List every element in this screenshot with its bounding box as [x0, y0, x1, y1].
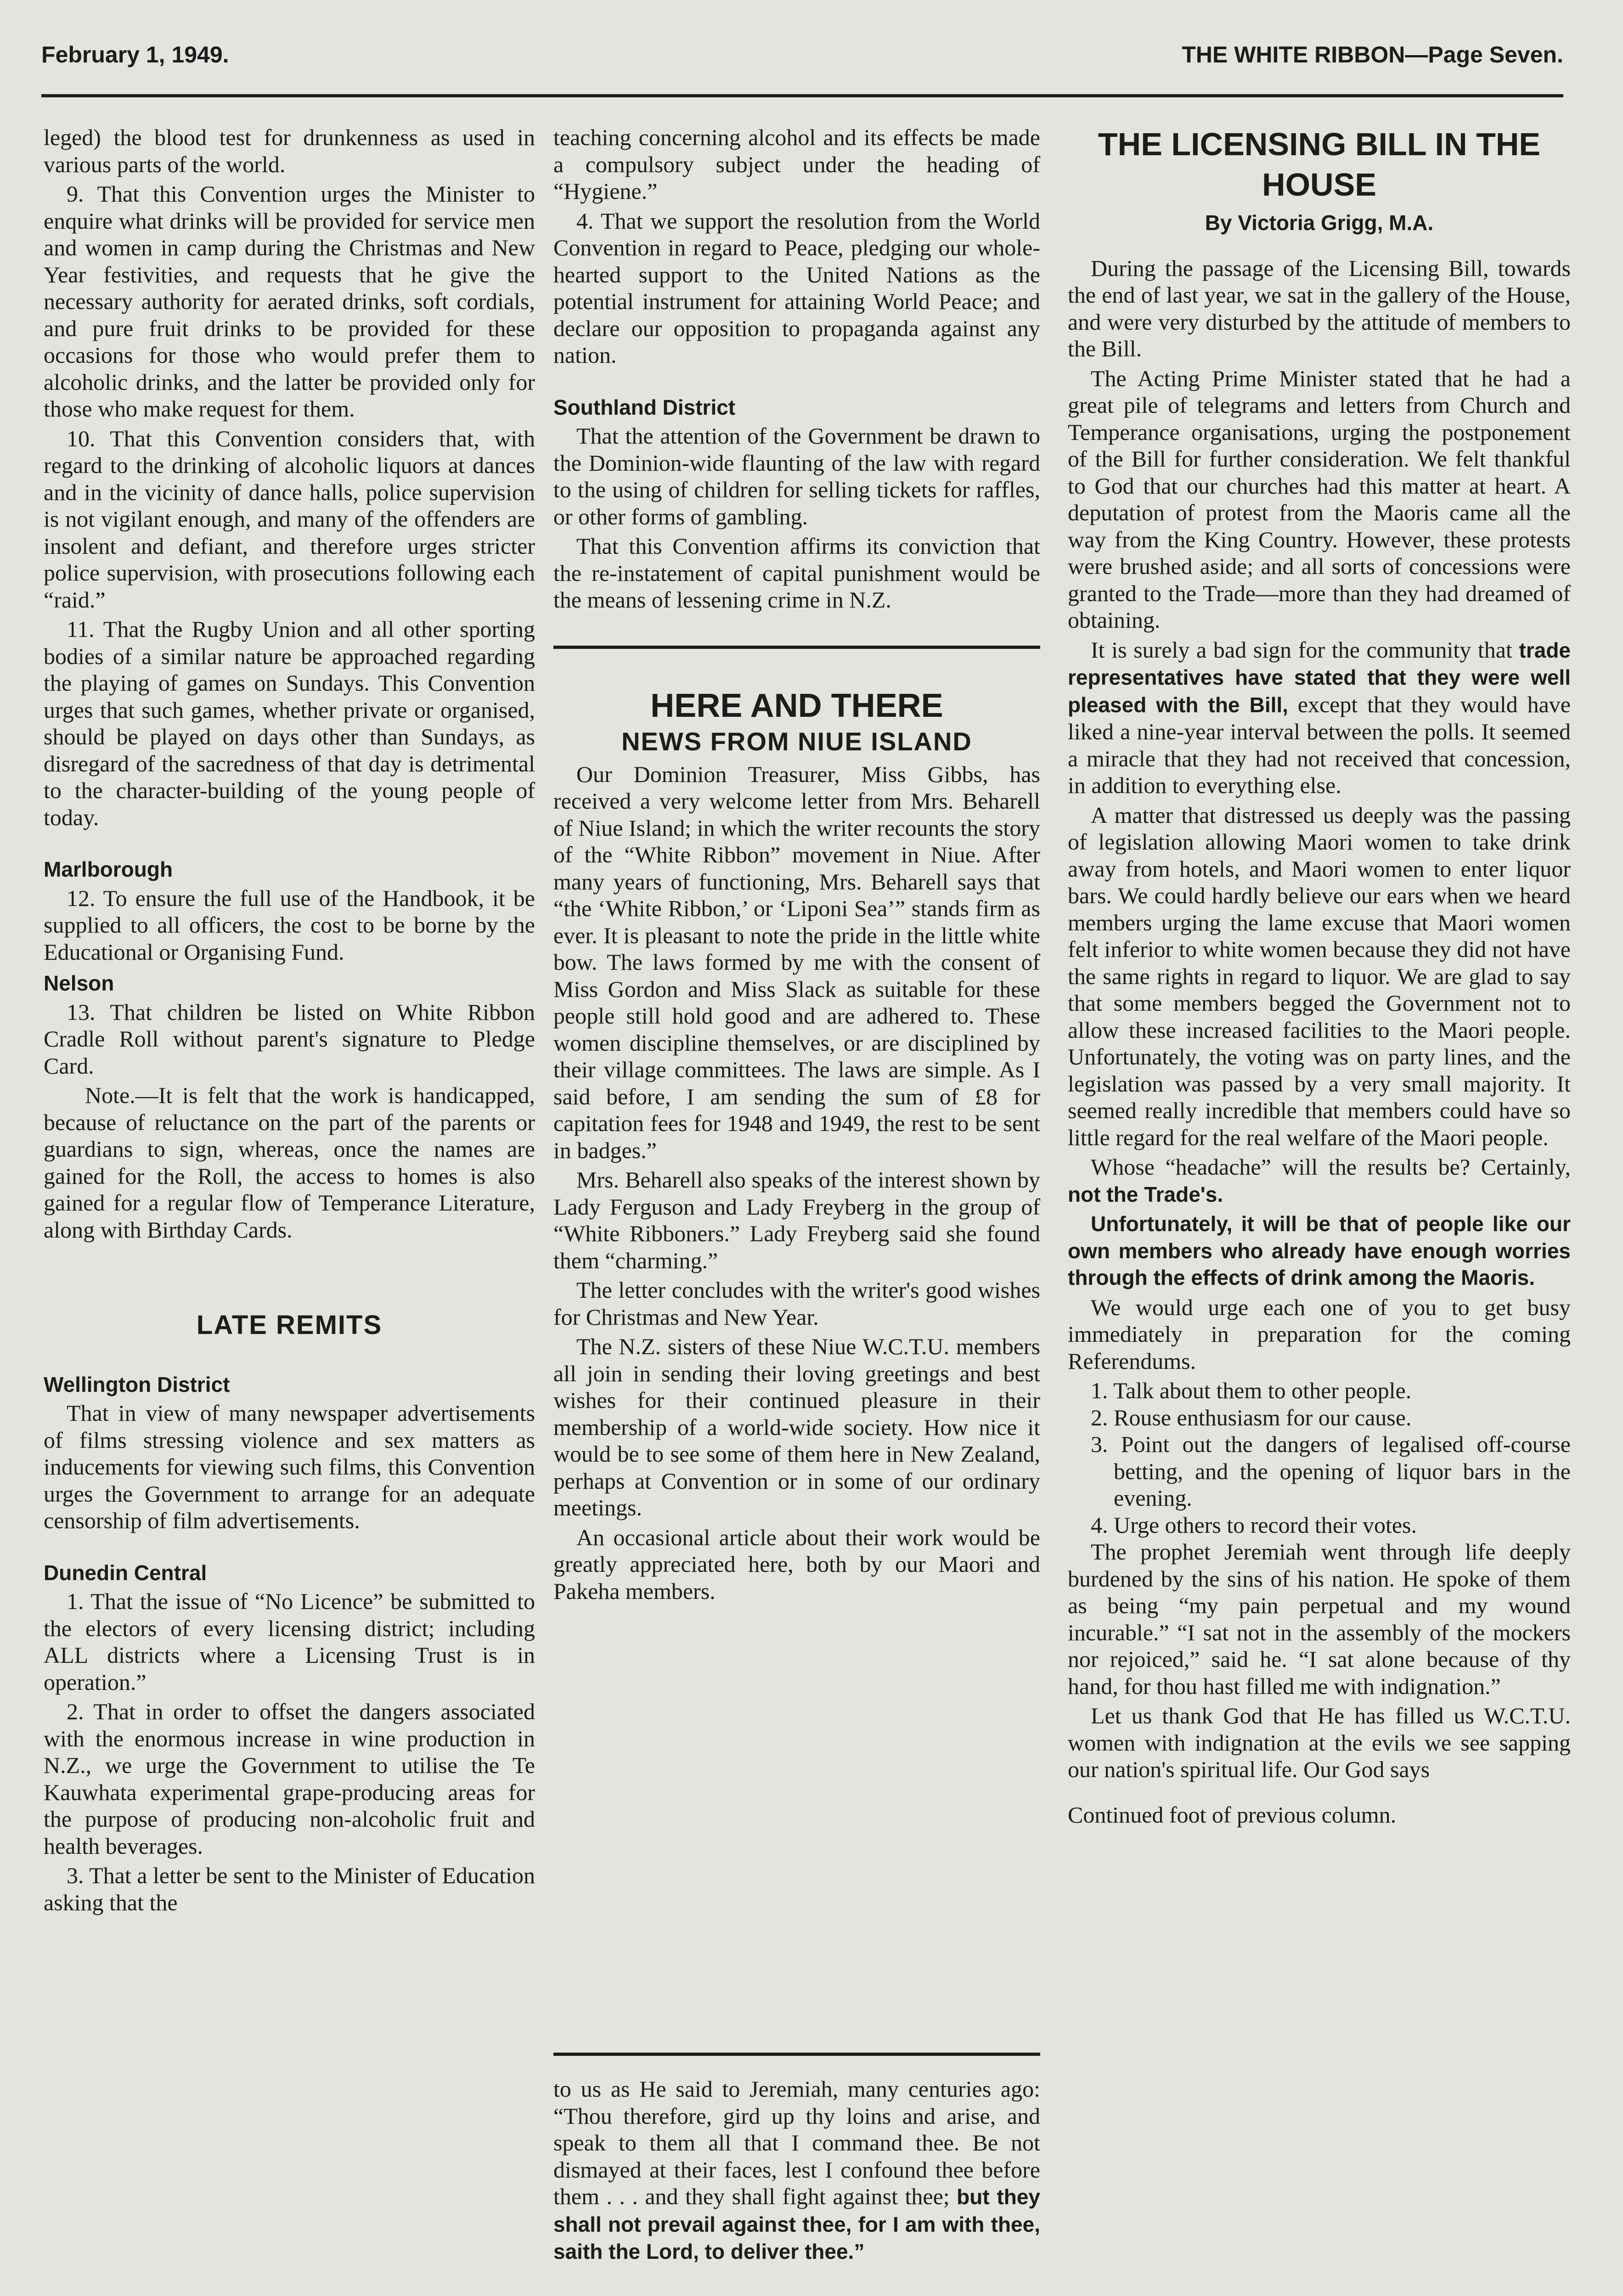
continuation-text: to us as He said to Jeremiah, many centuries ago: “Thou therefore, gird up thy loins and arise, and speak to them all that I command thee. Be not dismayed at their faces, lest I confound thee before them . . . and they shall fight against thee;	[553, 2076, 1040, 2209]
article-text: Whose “headache” will the results be? Certainly,	[1091, 1154, 1571, 1180]
note-paragraph: Note.—It is felt that the work is handicapped, because of reluctance on the part of the parents or guardians to sign, whereas, once the names are gained for the Roll, the access to homes is also gained for a regular flow of Temperance Literature, along with Birthday Cards.	[44, 1082, 535, 1243]
subheading-southland: Southland District	[553, 395, 736, 419]
list-item: 3. Point out the dangers of legalised off-course betting, and the opening of liquor bars in the evening.	[1091, 1431, 1571, 1511]
article-text: It is surely a bad sign for the community that	[1091, 636, 1519, 663]
remit-11: 11. That the Rugby Union and all other sporting bodies of a similar nature be approached regarding the playing of games on Sundays. This Convention urges that such games, whether private or organised, should be played on days other than Sundays, as disregard of the sacredness of that day is detrimental to the character-building of the young people of today.	[44, 616, 535, 830]
article-bold-text: trade representatives have stated that they were well pleased with the Bill,	[1068, 638, 1571, 717]
header-rule	[41, 94, 1563, 97]
running-title: THE WHITE RIBBON—Page Seven.	[1182, 42, 1563, 68]
article-title: THE LICENSING BILL IN THE HOUSE	[1098, 126, 1541, 203]
niue-paragraph-5: An occasional article about their work would be greatly appreciated here, both by our Maori and Pakeha members.	[553, 1524, 1040, 1604]
remit-13: 13. That children be listed on White Ribbon Cradle Roll without parent's signature to Pledge Card.	[44, 999, 535, 1079]
column-3	[1068, 124, 1571, 1831]
remit-southland-1: That the attention of the Government be drawn to the Dominion-wide flaunting of the law with regard to the using of children for selling tickets for raffles, or other forms of gambling.	[553, 423, 1040, 529]
continuation-divider	[553, 2053, 1040, 2056]
article-paragraph-7: We would urge each one of you to get busy immediately in preparation for the coming Referendums.	[1068, 1294, 1571, 1374]
article-paragraph-3	[1068, 636, 1571, 799]
remit-dunedin-1: 1. That the issue of “No Licence” be submitted to the electors of every licensing district; including ALL districts where a Licensing Trust is in operation.”	[44, 1588, 535, 1695]
remit-9: 9. That this Convention urges the Minister to enquire what drinks will be provided for service men and women in camp during the Christmas and New Year festivities, and requests that he give the necessary authority for aerated drinks, soft cordials, and pure fruit drinks to be provided for these occasions for those who would prefer them to alcoholic drinks, and the latter be provided only for those who make request for them.	[44, 181, 535, 422]
section-divider	[553, 646, 1040, 649]
article-text: except that they would have liked a nine-year interval between the polls. It seemed a miracle that they had not received that concession, in addition to everything else.	[1068, 691, 1571, 798]
remit-southland-2: That this Convention affirms its conviction that the re-instatement of capital punishment would be the means of lessening crime in N.Z.	[553, 533, 1040, 613]
issue-date: February 1, 1949.	[41, 42, 229, 68]
niue-paragraph-1: Our Dominion Treasurer, Miss Gibbs, has received a very welcome letter from Mrs. Beharell of Niue Island; in which the writer recounts the story of the “White Ribbon” movement in Niue. After many years of functioning, Mrs. Beharell says that “the ‘White Ribbon,’ or ‘Liponi Sea’” stands firm as ever. It is pleasant to note the pride in the little white bow. The laws formed by me with the consent of Miss Gordon and Miss Slack as suitable for these people still hold good and are adhered to. These women discipline themselves, or are disciplined by their village committees. The laws are simple. As I said before, I am sending the sum of £8 for capitation fees for 1948 and 1949, the rest to be sent in badges.”	[553, 761, 1040, 1163]
niue-paragraph-4: The N.Z. sisters of these Niue W.C.T.U. members all join in sending their loving greetings and best wishes for their continued pleasure in their membership of a world-wide society. How nice it would be to see some of them here in New Zealand, perhaps at Convention or in some of our ordinary meetings.	[553, 1334, 1040, 1520]
remit-dunedin-2: 2. That in order to offset the dangers associated with the enormous increase in wine production in N.Z., we urge the Government to utilise the Te Kauwhata experimental grape-producing areas for the purpose of producing non-alcoholic fruit and health beverages.	[44, 1699, 535, 1859]
remit-4: 4. That we support the resolution from the World Convention in regard to Peace, pledging our whole-hearted support to the United Nations as the potential instrument for attaining World Peace; and declare our opposition to propaganda against any nation.	[553, 208, 1040, 368]
subheading-dunedin: Dunedin Central	[44, 1560, 207, 1585]
here-and-there-heading: HERE AND THERE	[650, 687, 943, 724]
list-item: 4. Urge others to record their votes.	[1091, 1512, 1417, 1538]
article-paragraph-2: The Acting Prime Minister stated that he had a great pile of telegrams and letters from Church and Temperance organisations, urging the postponement of the Bill for further consideration. We felt thankful to God that our churches had this matter at heart. A deputation of protest from the Maoris came all the way from the King Country. However, these protests were brushed aside; and all sorts of concessions were granted to the Trade—more than they had dreamed of obtaining.	[1068, 365, 1571, 633]
column-2	[553, 124, 1040, 1607]
column-1	[44, 124, 535, 1919]
action-list	[1068, 1377, 1571, 1538]
continuation-bold-text: but they shall not prevail against thee, for I am with thee, saith the Lord, to deliver thee.”	[553, 2185, 1040, 2263]
continued-note: Continued foot of previous column.	[1068, 1801, 1397, 1828]
article-byline: By Victoria Grigg, M.A.	[1205, 211, 1434, 235]
article-paragraph-9: Let us thank God that He has filled us W.C.T.U. women with indignation at the evils we see sapping our nation's spiritual life. Our God says	[1068, 1703, 1571, 1782]
remit-wellington: That in view of many newspaper advertisements of films stressing violence and sex matters as inducements for viewing such films, this Convention urges the Government to arrange for an adequate censorship of film advertisements.	[44, 1400, 535, 1533]
column-2-continuation	[553, 2076, 1040, 2268]
article-paragraph-1: During the passage of the Licensing Bill, towards the end of last year, we sat in the gallery of the House, and were very disturbed by the attitude of members to the Bill.	[1068, 255, 1571, 361]
remit-12: 12. To ensure the full use of the Handbook, it be supplied to all officers, the cost to be borne by the Educational or Organising Fund.	[44, 885, 535, 965]
niue-paragraph-3: The letter concludes with the writer's good wishes for Christmas and New Year.	[553, 1277, 1040, 1330]
niue-paragraph-2: Mrs. Beharell also speaks of the interest shown by Lady Ferguson and Lady Freyberg in the group of “White Ribboners.” Lady Freyberg said she found them “charming.”	[553, 1167, 1040, 1273]
article-paragraph-6: Unfortunately, it will be that of people like our own members who already have enough worries through the effects of drink among the Maoris.	[1068, 1212, 1571, 1289]
article-paragraph-8: The prophet Jeremiah went through life deeply burdened by the sins of his nation. He spoke of them as being “my pain perpetual and my wound incurable.” “I sat not in the assembly of the mockers nor rejoiced,” said he. “I sat alone because of thy hand, for thou hast filled me with indignation.”	[1068, 1539, 1571, 1699]
list-item: 2. Rouse enthusiasm for our cause.	[1091, 1404, 1412, 1430]
subheading-wellington: Wellington District	[44, 1372, 230, 1396]
article-paragraph-5	[1068, 1154, 1571, 1208]
paragraph: teaching concerning alcohol and its effects be made a compulsory subject under the heading of “Hygiene.”	[553, 124, 1040, 204]
subheading-marlborough: Marlborough	[44, 857, 173, 881]
article-paragraph-4: A matter that distressed us deeply was the passing of legislation allowing Maori women to take drink away from hotels, and Maori women to enter liquor bars. We could hardly believe our ears when we heard members urging the lame excuse that Maori women felt inferior to white women because they did not have the same rights in regard to liquor. We are glad to say that some members begged the Government not to allow these increased facilities to the Maori people. Unfortunately, the voting was on party lines, and the legislation was passed by a very small majority. It seemed really incredible that members could have so little regard for the real welfare of the Maori people.	[1068, 802, 1571, 1150]
subheading-nelson: Nelson	[44, 971, 114, 995]
article-bold-text: not the Trade's.	[1068, 1182, 1223, 1206]
niue-news-heading: NEWS FROM NIUE ISLAND	[621, 727, 972, 756]
paragraph: leged) the blood test for drunkenness as used in various parts of the world.	[44, 124, 535, 177]
late-remits-heading: LATE REMITS	[196, 1310, 383, 1340]
remit-dunedin-3: 3. That a letter be sent to the Minister of Education asking that the	[44, 1863, 535, 1915]
remit-10: 10. That this Convention considers that, with regard to the drinking of alcoholic liquors at dances and in the vicinity of dance halls, police supervision is not vigilant enough, and many of the offenders are insolent and defiant, and therefore urges stricter police supervision, with prosecutions following each “raid.”	[44, 425, 535, 613]
list-item: 1. Talk about them to other people.	[1091, 1378, 1412, 1403]
continuation-paragraph	[553, 2076, 1040, 2265]
page-header	[41, 32, 1563, 73]
